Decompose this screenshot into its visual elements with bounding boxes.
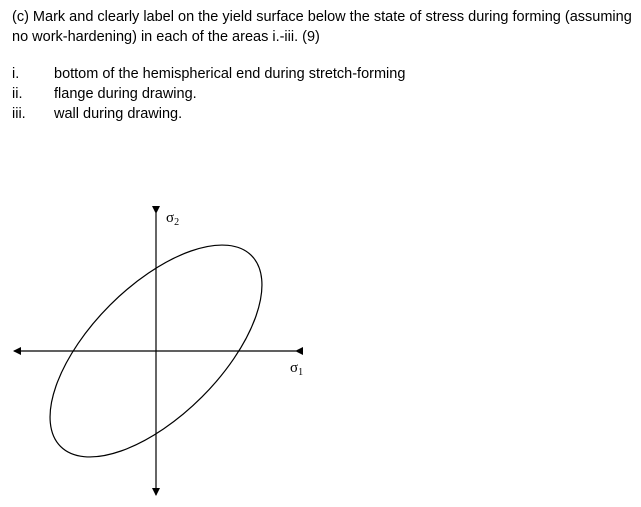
question-text: (c) Mark and clearly label on the yield surface below the state of stress during forming (assuming no work-hardening) in each of the areas i.-iii. (9) xyxy=(12,9,632,45)
item-number: i. xyxy=(12,66,20,82)
sigma1-symbol: σ xyxy=(290,360,299,376)
item-number: ii. xyxy=(12,86,23,102)
item-list xyxy=(12,64,405,124)
item-text: flange during drawing. xyxy=(54,86,197,102)
item-text: bottom of the hemispherical end during stretch-forming xyxy=(54,66,406,82)
sigma2-symbol: σ xyxy=(166,210,175,226)
sigma2-subscript: 2 xyxy=(174,217,180,228)
list-item xyxy=(12,64,405,84)
sigma1-label xyxy=(290,360,303,378)
list-item xyxy=(12,104,405,124)
item-number: iii. xyxy=(12,106,26,122)
sigma1-subscript: 1 xyxy=(298,367,304,378)
yield-surface-diagram xyxy=(0,200,641,500)
list-item xyxy=(12,84,405,104)
sigma2-label xyxy=(166,210,179,228)
item-text: wall during drawing. xyxy=(54,106,183,122)
